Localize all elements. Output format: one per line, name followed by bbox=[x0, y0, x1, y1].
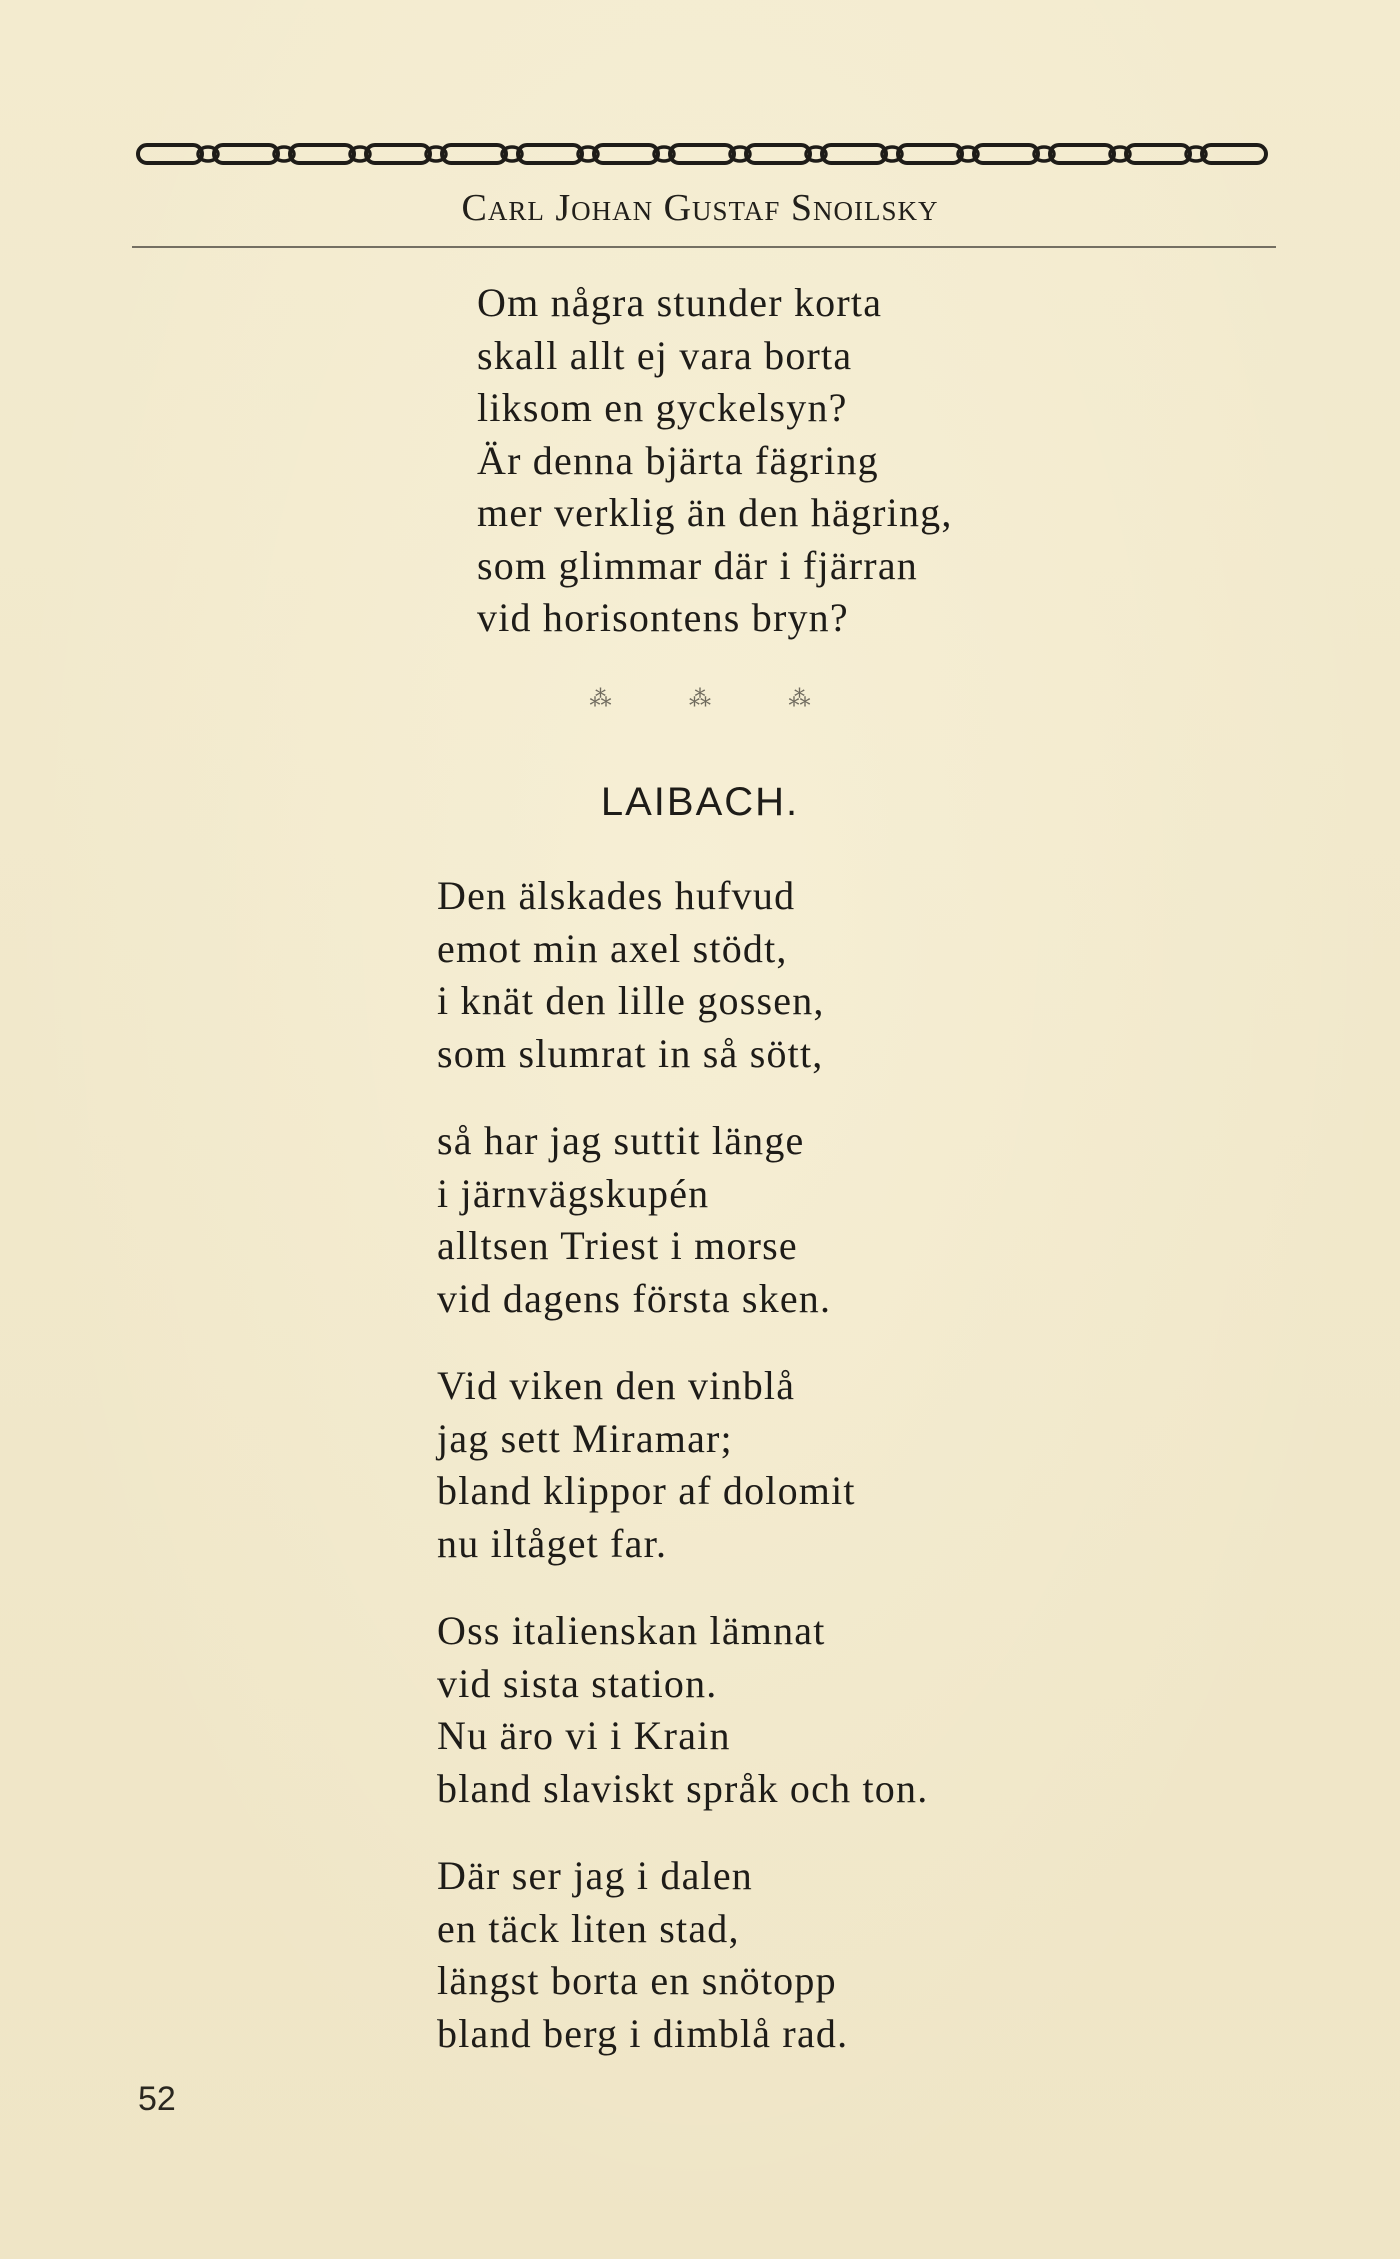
verse-line: så har jag suttit länge bbox=[437, 1118, 805, 1163]
running-head: Carl Johan Gustaf Snoilsky bbox=[461, 187, 939, 229]
verse-line: vid dagens första sken. bbox=[437, 1275, 832, 1321]
verse-line: bland klippor af dolomit bbox=[437, 1468, 856, 1513]
verse-line: en täck liten stad, bbox=[437, 1905, 740, 1951]
chain-ornament-icon bbox=[132, 138, 1272, 170]
header-rule bbox=[132, 246, 1276, 248]
verse-line: alltsen Triest i morse bbox=[437, 1223, 798, 1268]
poem-title: LAIBACH. bbox=[600, 780, 800, 824]
section-separator: ⁂ ⁂ ⁂ bbox=[589, 686, 847, 711]
verse-line: mer verklig än den hägring, bbox=[477, 490, 953, 535]
verse-line: Är denna bjärta fägring bbox=[477, 437, 879, 483]
verse-line: vid horisontens bryn? bbox=[477, 595, 849, 640]
intro-stanza bbox=[477, 277, 953, 645]
verse-line: skall allt ej vara borta bbox=[477, 332, 853, 378]
verse-line: i järnvägskupén bbox=[437, 1170, 710, 1216]
verse-line: Vid viken den vinblå bbox=[437, 1363, 796, 1408]
verse-line: vid sista station. bbox=[437, 1660, 718, 1706]
poem-stanza bbox=[437, 1115, 831, 1325]
verse-line: jag sett Miramar; bbox=[437, 1415, 733, 1461]
verse-line: bland berg i dimblå rad. bbox=[437, 2010, 849, 2056]
verse-line: som slumrat in så sött, bbox=[437, 1030, 824, 1076]
verse-line: i knät den lille gossen, bbox=[437, 978, 825, 1023]
poem-stanza bbox=[437, 870, 825, 1080]
verse-line: som glimmar där i fjärran bbox=[477, 542, 918, 588]
verse-line: Om några stunder korta bbox=[477, 280, 883, 325]
verse-line: längst borta en snötopp bbox=[437, 1958, 837, 2003]
verse-line: nu iltåget far. bbox=[437, 1520, 668, 1566]
verse-line: Nu äro vi i Krain bbox=[437, 1713, 731, 1758]
poem-stanza bbox=[437, 1605, 928, 1815]
poem-stanza bbox=[437, 1850, 848, 2060]
verse-line: Oss italienskan lämnat bbox=[437, 1608, 826, 1653]
verse-line: bland slaviskt språk och ton. bbox=[437, 1765, 929, 1811]
verse-line: Den älskades hufvud bbox=[437, 873, 796, 918]
verse-line: emot min axel stödt, bbox=[437, 925, 788, 971]
verse-line: Där ser jag i dalen bbox=[437, 1853, 754, 1898]
page-number: 52 bbox=[138, 2080, 176, 2118]
verse-line: liksom en gyckelsyn? bbox=[477, 385, 848, 430]
poem-stanza bbox=[437, 1360, 856, 1570]
